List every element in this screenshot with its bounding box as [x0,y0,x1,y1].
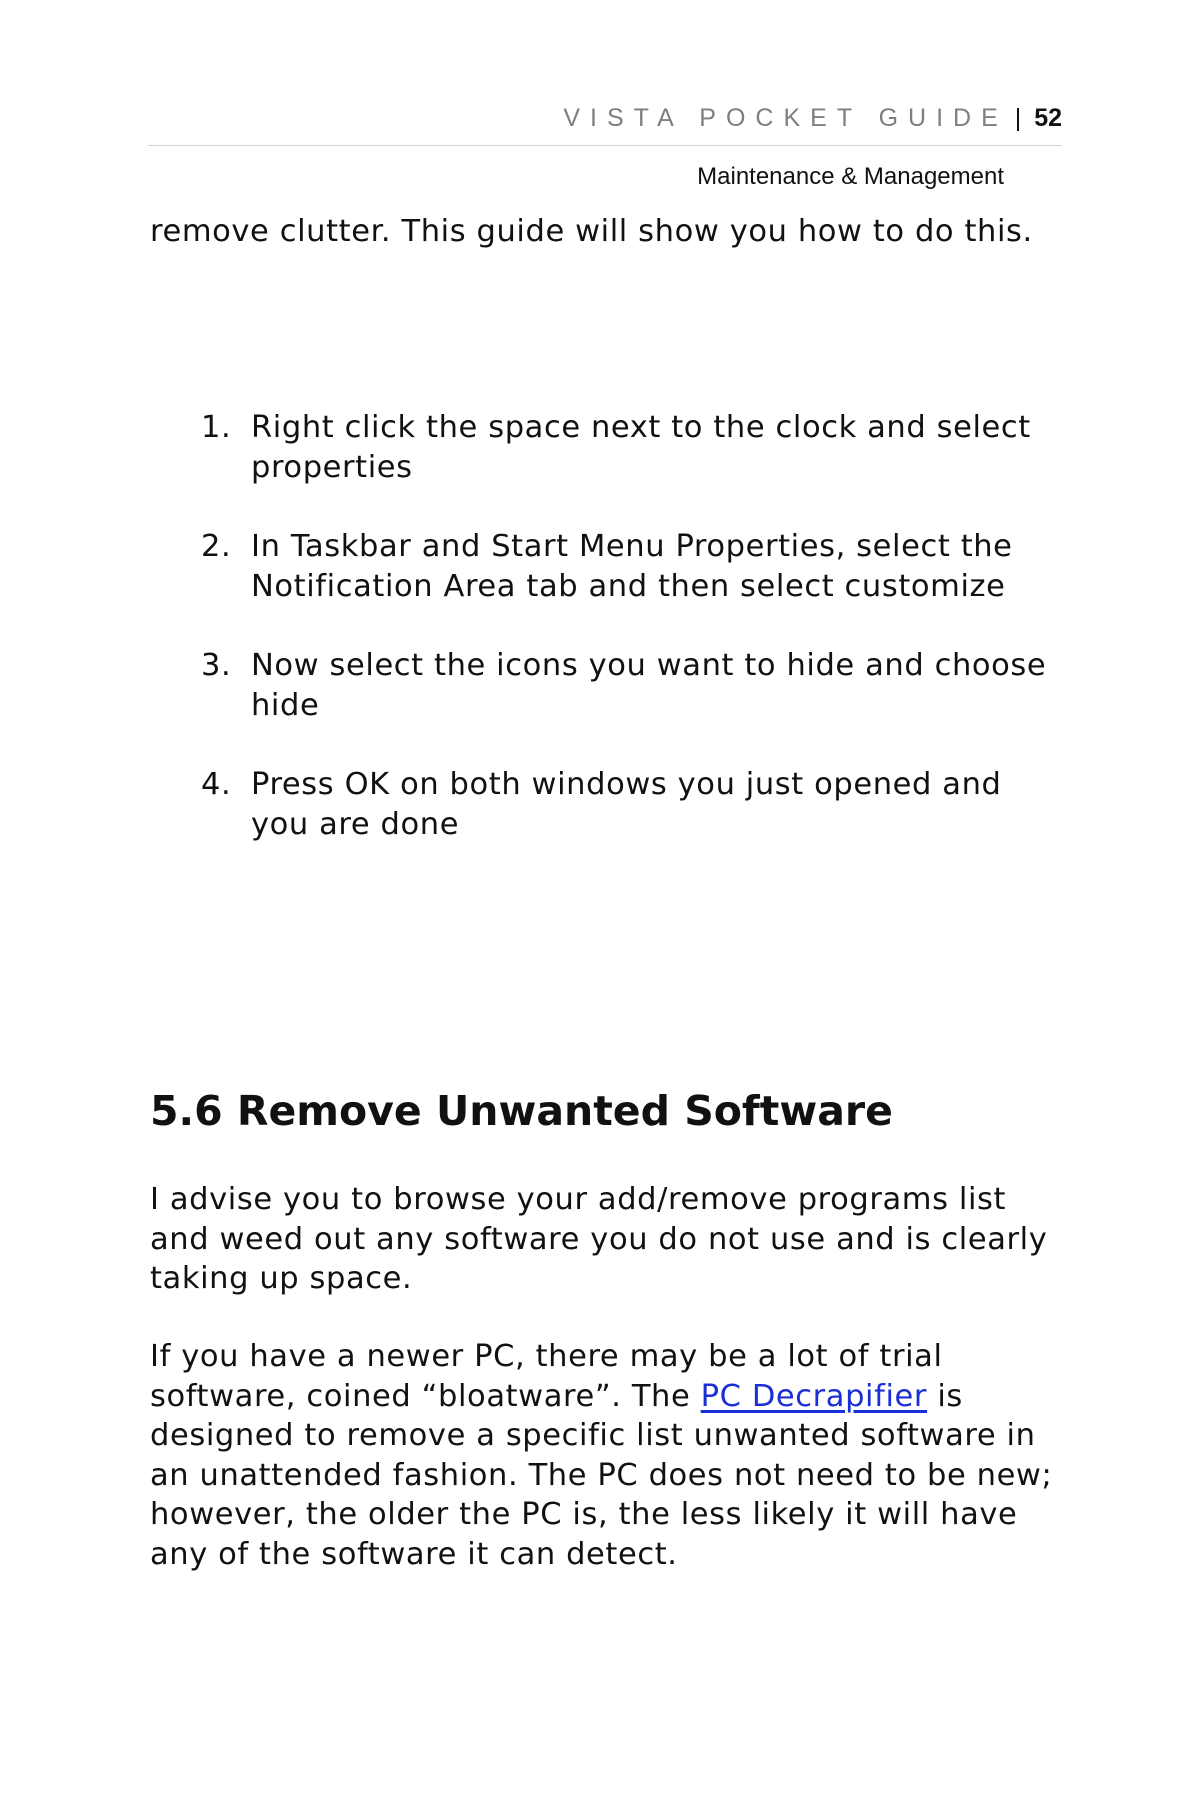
step-number: 3. [201,648,232,683]
paragraph-text-after-link: is designed to remove a specific list unwanted software in an unattended fashion. The PC does not need to be new; however, the older the PC is, the less likely it will have any of the software it can detect. [150,1378,1053,1572]
step-text: Right click the space next to the clock and select properties [251,410,1031,485]
list-item [150,527,1062,606]
list-item [150,765,1062,844]
header-divider [148,145,1062,146]
intro-paragraph: remove clutter. This guide will show you how to do this. [150,214,1033,249]
paragraph-text-before-link: If you have a newer PC, there may be a lot of trial software, coined “bloatware”. The [150,1339,943,1414]
guide-title: VISTA POCKET GUIDE [563,104,1008,132]
chapter-name: Maintenance & Management [697,163,1004,190]
step-text: Press OK on both windows you just opened and you are done [251,767,1002,842]
header-separator: | [1014,104,1022,132]
step-number: 1. [201,410,232,445]
step-number: 4. [201,767,232,802]
section-paragraph-2 [150,1337,1062,1574]
section-paragraph-1: I advise you to browse your add/remove programs list and weed out any software you do not use and is clearly taking up space. [150,1182,1048,1296]
pc-decrapifier-link[interactable]: PC Decrapifier [700,1378,928,1414]
step-text: Now select the icons you want to hide and choose hide [251,648,1047,723]
list-item [150,646,1062,725]
running-header [148,103,1062,133]
page-number: 52 [1034,104,1062,132]
section-heading: 5.6 Remove Unwanted Software [150,1087,893,1135]
step-text: In Taskbar and Start Menu Properties, select the Notification Area tab and then select customize [251,529,1013,604]
steps-list [150,408,1062,884]
step-number: 2. [201,529,232,564]
list-item [150,408,1062,487]
